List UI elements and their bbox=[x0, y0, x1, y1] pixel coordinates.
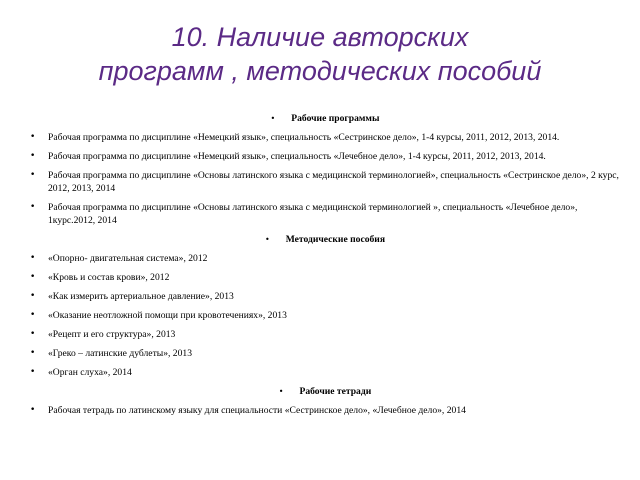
section-heading-programs: • Рабочие программы bbox=[270, 113, 380, 124]
slide-title bbox=[0, 20, 640, 88]
list-item: • «Рецепт и его структура», 2013 bbox=[30, 329, 176, 340]
list-item: • «Орган слуха», 2014 bbox=[30, 367, 132, 378]
bullet-icon: • bbox=[264, 235, 270, 244]
bullet-icon: • bbox=[30, 272, 36, 282]
bullet-icon: • bbox=[30, 253, 36, 263]
list-item: • «Оказание неотложной помощи при кровотечениях», 2013 bbox=[30, 310, 287, 321]
bullet-icon: • bbox=[30, 291, 36, 301]
list-item: • Рабочая тетрадь по латинскому языку для специальности «Сестринское дело», «Лечебное дело», 2014 bbox=[30, 405, 466, 416]
bullet-icon: • bbox=[278, 387, 284, 396]
list-item: • Рабочая программа по дисциплине «Основы латинского языка с медицинской терминологией», специальность «Сестринское дело», 2 курс, 2012, 2013, 2014 bbox=[30, 170, 619, 194]
bullet-icon: • bbox=[30, 132, 36, 142]
list-item: • «Как измерить артериальное давление», 2013 bbox=[30, 291, 234, 302]
section-heading-workbooks: • Рабочие тетради bbox=[278, 386, 372, 397]
programs-list bbox=[30, 131, 620, 227]
bullet-icon: • bbox=[30, 170, 36, 180]
bullet-icon: • bbox=[30, 151, 36, 161]
bullet-icon: • bbox=[30, 405, 36, 415]
list-item: • «Греко – латинские дублеты», 2013 bbox=[30, 348, 192, 359]
bullet-icon: • bbox=[270, 114, 276, 123]
bullet-icon: • bbox=[30, 367, 36, 377]
list-item: • «Кровь и состав крови», 2012 bbox=[30, 272, 170, 283]
bullet-icon: • bbox=[30, 348, 36, 358]
list-item: • Рабочая программа по дисциплине «Немецкий язык», специальность «Сестринское дело», 1-4 курсы, 2011, 2012, 2013, 2014. bbox=[30, 132, 560, 143]
manuals-list bbox=[30, 252, 620, 379]
bullet-icon: • bbox=[30, 329, 36, 339]
bullet-icon: • bbox=[30, 202, 36, 212]
bullet-icon: • bbox=[30, 310, 36, 320]
list-item: • «Опорно- двигательная система», 2012 bbox=[30, 253, 208, 264]
slide-content bbox=[30, 112, 620, 423]
list-item: • Рабочая программа по дисциплине «Основы латинского языка с медицинской терминологией », специальность «Лечебное дело», 1курс.2012, 2014 bbox=[30, 202, 578, 226]
slide-title-line-1: 10. Наличие авторских bbox=[171, 22, 469, 52]
section-heading-manuals: • Методические пособия bbox=[264, 234, 386, 245]
slide-title-line-2: программ , методических пособий bbox=[98, 56, 542, 86]
workbooks-list bbox=[30, 404, 620, 417]
list-item: • Рабочая программа по дисциплине «Немецкий язык», специальность «Лечебное дело», 1-4 курсы, 2011, 2012, 2013, 2014. bbox=[30, 151, 546, 162]
